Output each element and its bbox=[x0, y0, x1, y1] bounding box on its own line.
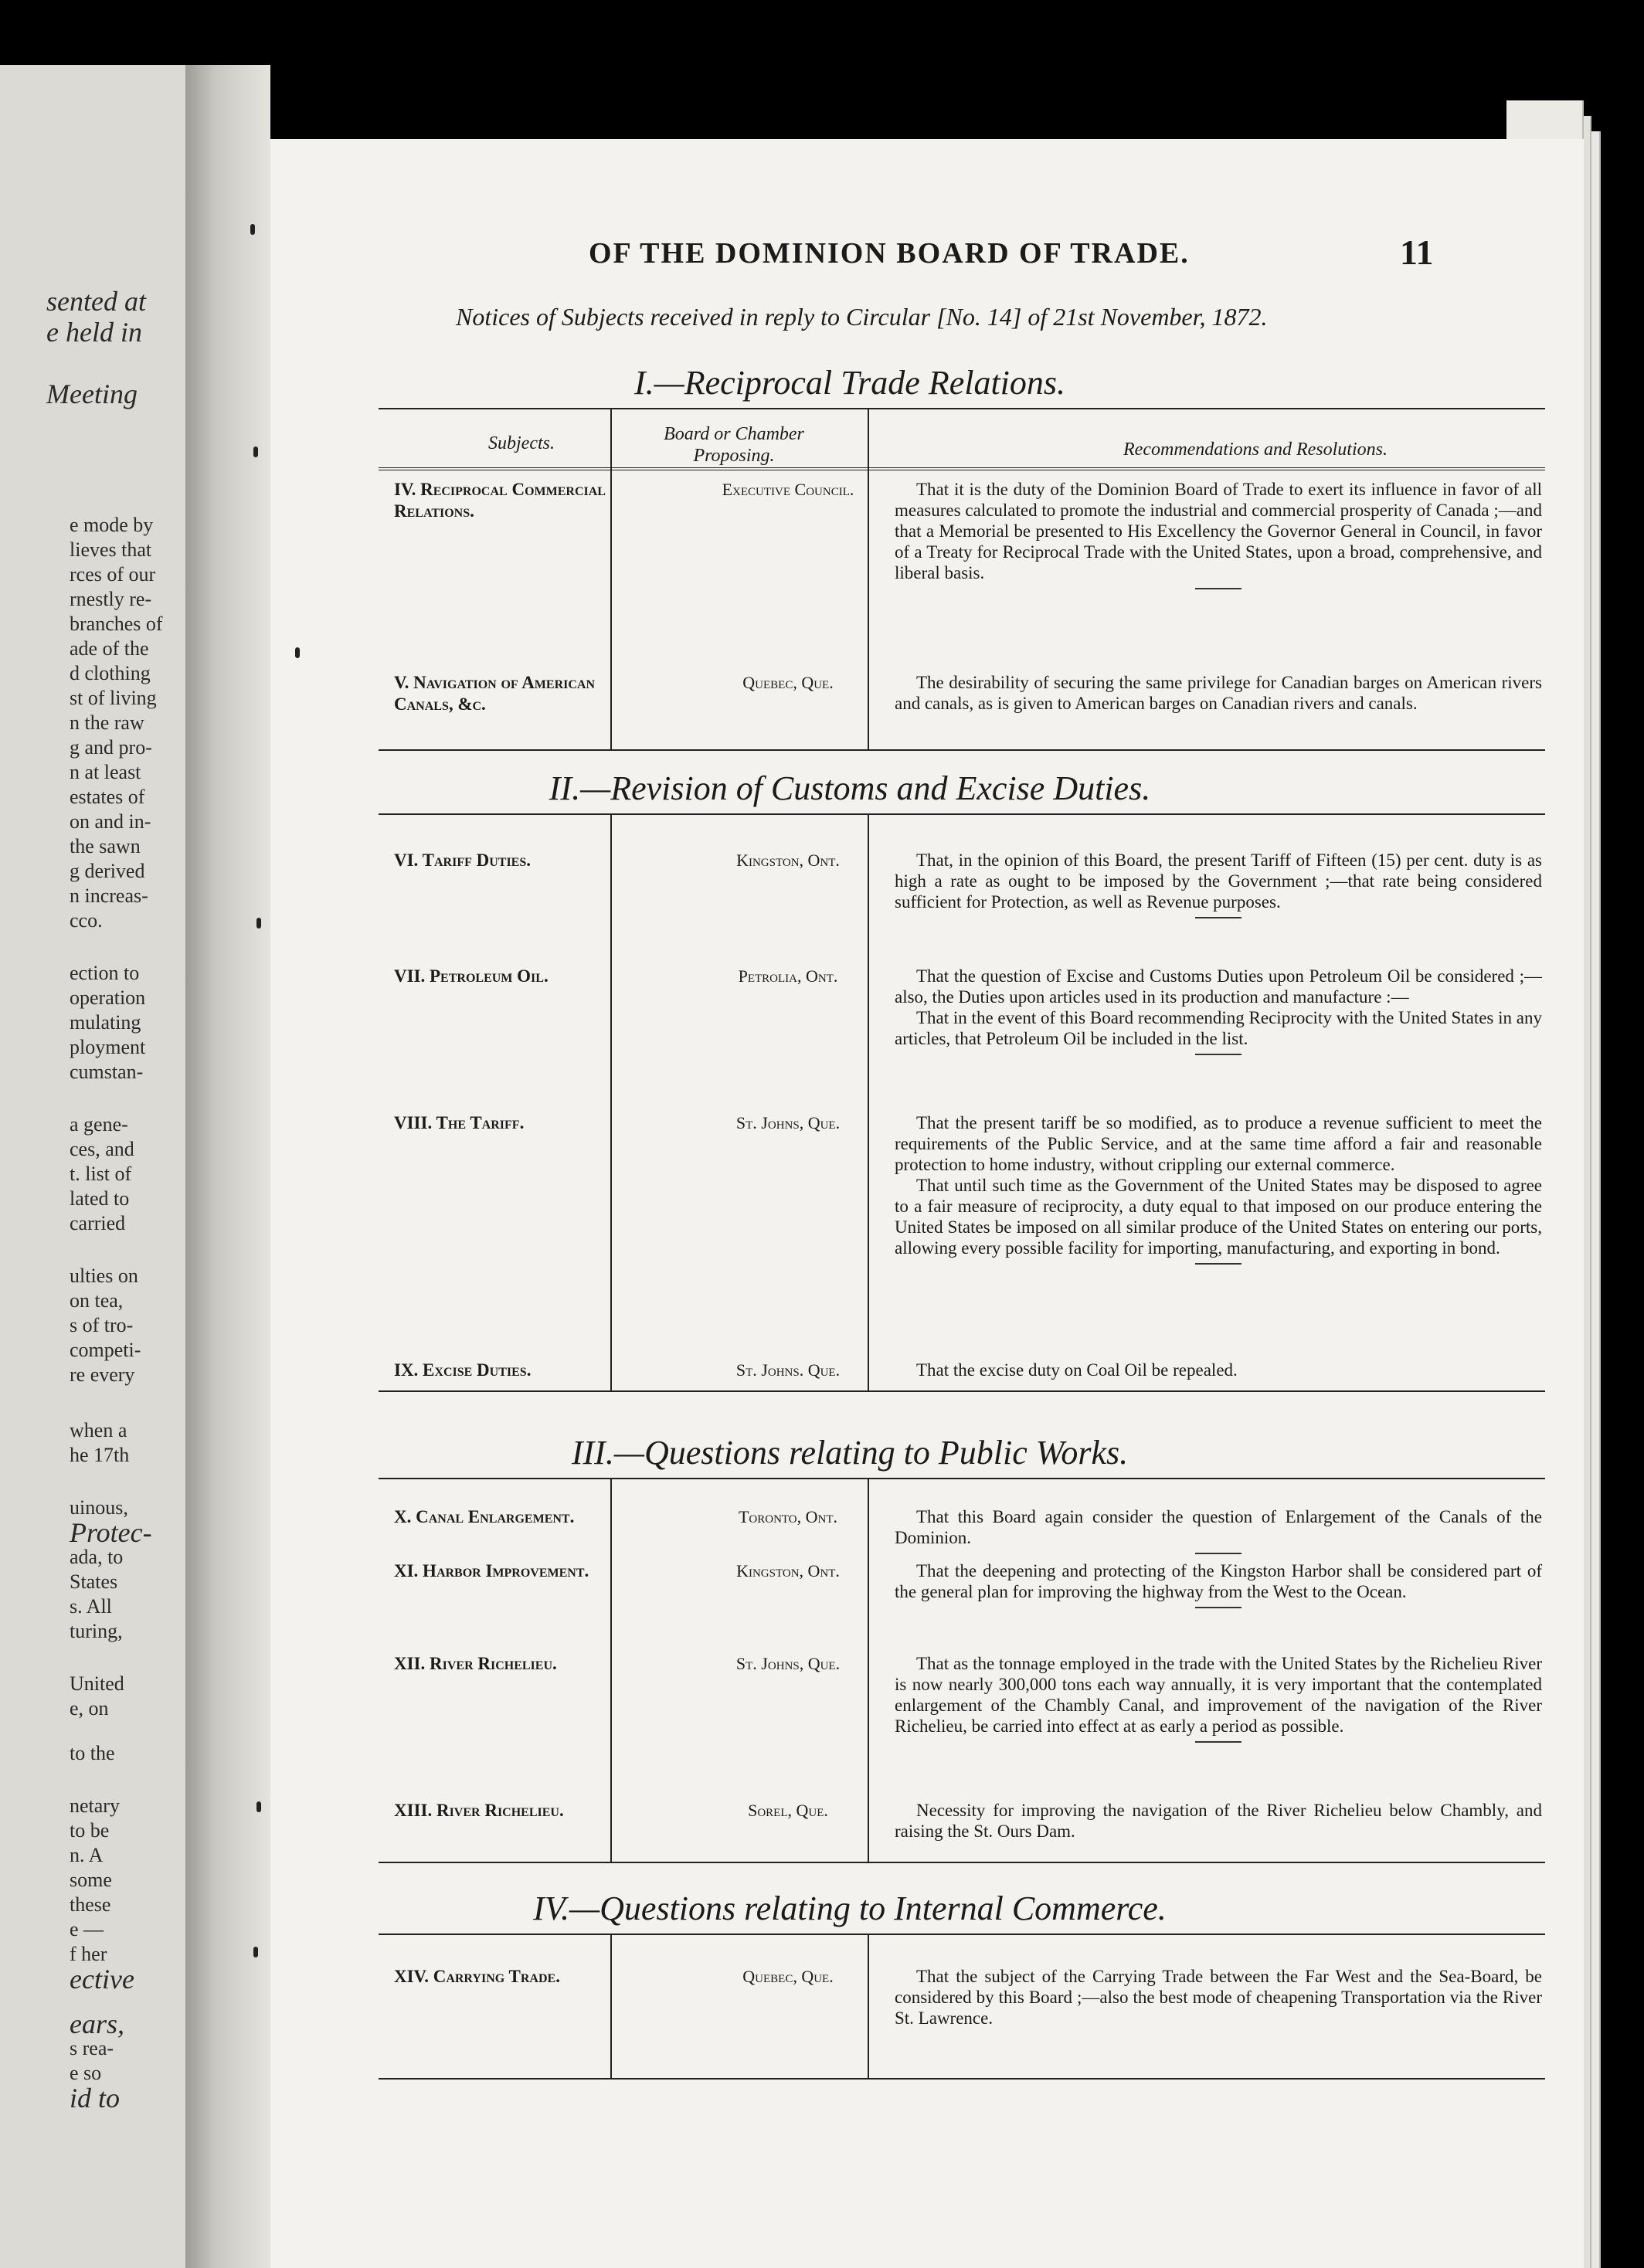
facing-page-text: n increas- bbox=[70, 884, 148, 907]
recommendation-paragraph: That until such time as the Government of the United States may be disposed to agree to a fair measure of reciprocity, a duty equal to that imposed on our produce entering the United States be imposed on all similar produce of the United States on entering our ports, allowing every possible facility for importing, manufacturing, and exporting in bond. bbox=[895, 1176, 1542, 1258]
facing-page-text: uinous, bbox=[70, 1496, 128, 1519]
row-recommendation bbox=[895, 1653, 1542, 1750]
facing-page-text: the sawn bbox=[70, 835, 141, 857]
facing-page-text: United bbox=[70, 1672, 124, 1695]
column-divider bbox=[610, 1935, 612, 2078]
facing-page-text: cco. bbox=[70, 909, 103, 932]
recommendation-paragraph: That the deepening and protecting of the Kingston Harbor shall be considered part of the general plan for improving the highway from the West to the Ocean. bbox=[895, 1561, 1542, 1601]
binding-mark bbox=[295, 647, 300, 658]
facing-page-text: g derived bbox=[70, 860, 145, 882]
facing-page-text: when a bbox=[70, 1419, 127, 1441]
row-recommendation bbox=[895, 1966, 1542, 2029]
binding-mark bbox=[253, 446, 258, 457]
section-end-rule bbox=[379, 749, 1545, 751]
recommendation-paragraph: That, in the opinion of this Board, the present Tariff of Fifteen (15) per cent. duty is as high a rate as ought to be imposed by the Government ;—that rate being considered sufficient for Protection, as well as Revenue purposes. bbox=[895, 850, 1542, 912]
facing-page-text: on and in- bbox=[70, 810, 151, 833]
row-recommendation bbox=[895, 479, 1542, 597]
row-board: Kingston, Ont. bbox=[736, 850, 840, 870]
facing-page-text: cumstan- bbox=[70, 1061, 144, 1083]
facing-page-text: re every bbox=[70, 1363, 135, 1386]
facing-page-text: to the bbox=[70, 1742, 115, 1764]
row-subject: VII. Petroleum Oil. bbox=[394, 966, 549, 986]
column-divider bbox=[610, 815, 612, 1390]
row-recommendation bbox=[895, 966, 1542, 1063]
section-title: II.—Revision of Customs and Excise Duties. bbox=[549, 769, 1151, 807]
column-divider bbox=[868, 1935, 869, 2078]
facing-page-text: rnestly re- bbox=[70, 588, 152, 610]
facing-page-text: turing, bbox=[70, 1620, 123, 1642]
facing-page-text: ective bbox=[70, 1964, 134, 1995]
facing-page-text: mulating bbox=[70, 1011, 141, 1034]
binding-mark bbox=[253, 1947, 258, 1957]
row-board: St. Johns, Que. bbox=[735, 1113, 841, 1132]
row-subject: XII. River Richelieu. bbox=[394, 1654, 557, 1673]
facing-page-text: ployment bbox=[70, 1036, 146, 1058]
row-board: Quebec, Que. bbox=[742, 1967, 834, 1986]
facing-page-text: e, on bbox=[70, 1697, 109, 1720]
facing-page-text: on tea, bbox=[70, 1289, 124, 1312]
row-subject: VI. Tariff Duties. bbox=[394, 850, 532, 870]
row-board: Quebec, Que. bbox=[742, 673, 834, 692]
facing-page-text: competi- bbox=[70, 1339, 141, 1361]
row-recommendation bbox=[895, 672, 1542, 714]
recommendation-paragraph: Necessity for improving the navigation of the River Richelieu below Chambly, and raising the St. Ours Dam. bbox=[895, 1801, 1542, 1841]
facing-page-text: s rea- bbox=[70, 2037, 114, 2059]
column-divider bbox=[868, 815, 869, 1390]
recommendation-paragraph: That as the tonnage employed in the trade with the United States by the Richelieu River is now nearly 300,000 tons each way annually, it is very important that the contemplated enlargement of the Chambly Canal, and improvement of the navigation of the River Richelieu, be carried into effect at as early a period as possible. bbox=[895, 1654, 1542, 1736]
facing-page-text: netary bbox=[70, 1794, 120, 1817]
row-recommendation bbox=[895, 1800, 1542, 1842]
running-title: OF THE DOMINION BOARD OF TRADE. bbox=[589, 237, 1190, 270]
facing-page-text: ade of the bbox=[70, 637, 149, 660]
facing-page-text: States bbox=[70, 1570, 118, 1593]
facing-page-text: e — bbox=[70, 1918, 104, 1940]
column-divider bbox=[868, 409, 869, 749]
facing-page-text: n. A bbox=[70, 1844, 104, 1866]
section-end-rule bbox=[379, 1390, 1545, 1392]
section-title: IV.—Questions relating to Internal Commerce. bbox=[533, 1889, 1167, 1927]
row-subject: IV. Reciprocal Commercial Relations. bbox=[394, 480, 606, 521]
entry-separator bbox=[1195, 1263, 1241, 1265]
facing-page-text: some bbox=[70, 1869, 112, 1891]
facing-page-text: sented at bbox=[46, 286, 146, 317]
facing-page-text: e mode by bbox=[70, 514, 154, 536]
row-board: St. Johns, Que. bbox=[735, 1654, 841, 1673]
facing-page-text: operation bbox=[70, 986, 146, 1009]
facing-page-text: estates of bbox=[70, 786, 145, 808]
row-board: Executive Council. bbox=[722, 480, 854, 499]
row-recommendation bbox=[895, 1506, 1542, 1562]
facing-page-text: e held in bbox=[46, 317, 142, 348]
notices-line: Notices of Subjects received in reply to Circular [No. 14] of 21st November, 1872. bbox=[456, 303, 1268, 331]
binding-mark bbox=[256, 918, 261, 929]
row-board: Kingston, Ont. bbox=[736, 1561, 840, 1580]
facing-page-text: these bbox=[70, 1893, 111, 1916]
row-subject: IX. Excise Duties. bbox=[394, 1360, 532, 1380]
row-board: Toronto, Ont. bbox=[738, 1507, 838, 1526]
section-title: I.—Reciprocal Trade Relations. bbox=[633, 364, 1066, 402]
section-rule bbox=[379, 408, 1545, 409]
facing-page-text: Protec- bbox=[70, 1517, 152, 1548]
recommendation-paragraph: The desirability of securing the same privilege for Canadian barges on American rivers and canals, as is given to American barges on Canadian rivers and canals. bbox=[895, 673, 1542, 713]
header-rule bbox=[379, 467, 1545, 472]
facing-page-text: ection to bbox=[70, 962, 140, 984]
recommendation-paragraph: That the question of Excise and Customs Duties upon Petroleum Oil be considered ;—also, the Duties upon articles used in its production and manufacture :— bbox=[895, 966, 1542, 1007]
section-rule bbox=[379, 813, 1545, 815]
row-subject: V. Navigation of American Canals, &c. bbox=[394, 673, 596, 714]
entry-separator bbox=[1195, 1741, 1241, 1743]
row-board: St. Johns. Que. bbox=[735, 1360, 841, 1380]
facing-page-text: n at least bbox=[70, 761, 141, 783]
facing-page-text: f her bbox=[70, 1943, 107, 1965]
column-header-recommendations: Recommendations and Resolutions. bbox=[1123, 440, 1388, 460]
facing-page-text: he 17th bbox=[70, 1444, 130, 1466]
facing-page-text: st of living bbox=[70, 687, 157, 709]
facing-page-text: Meeting bbox=[46, 379, 138, 409]
facing-page-text: ulties on bbox=[70, 1265, 138, 1287]
book-gutter bbox=[185, 65, 270, 2268]
facing-page-text: g and pro- bbox=[70, 736, 152, 759]
recommendation-paragraph: That the subject of the Carrying Trade between the Far West and the Sea-Board, be considered by this Board ;—also the best mode of cheapening Transportation via the River St. Lawrence. bbox=[895, 1967, 1542, 2028]
page-number: 11 bbox=[1400, 233, 1434, 272]
entry-separator bbox=[1195, 1553, 1241, 1554]
facing-page-text: t. list of bbox=[70, 1163, 132, 1185]
facing-page-text: s. All bbox=[70, 1595, 112, 1618]
recommendation-paragraph: That in the event of this Board recommending Reciprocity with the United States in any articles, that Petroleum Oil be included in the list. bbox=[895, 1008, 1542, 1048]
row-subject: XI. Harbor Improvement. bbox=[394, 1561, 589, 1580]
facing-page-text: rces of our bbox=[70, 563, 156, 586]
facing-page-text: branches of bbox=[70, 613, 163, 635]
recommendation-paragraph: That the excise duty on Coal Oil be repealed. bbox=[916, 1360, 1238, 1380]
entry-separator bbox=[1195, 588, 1241, 589]
facing-page-text: lated to bbox=[70, 1187, 130, 1210]
facing-page-text: n the raw bbox=[70, 711, 144, 734]
section-end-rule bbox=[379, 2078, 1545, 2080]
row-board: Petrolia, Ont. bbox=[738, 966, 838, 986]
row-recommendation bbox=[895, 1360, 1542, 1380]
row-board: Sorel, Que. bbox=[748, 1801, 828, 1820]
column-header-subjects: Subjects. bbox=[488, 433, 555, 453]
recommendation-paragraph: That it is the duty of the Dominion Board of Trade to exert its influence in favor of all measures calculated to promote the industrial and commercial prosperity of Canada ;—and that a Memorial be presented to His Excellency the Governor General in Council, in favor of a Treaty for Reciprocal Trade with the United States, upon a broad, comprehensive, and liberal basis. bbox=[895, 480, 1542, 582]
facing-page-text: ada, to bbox=[70, 1546, 124, 1568]
facing-page-text: lieves that bbox=[70, 538, 152, 561]
recommendation-paragraph: That the present tariff be so modified, as to produce a revenue sufficient to meet the requirements of the Public Service, and at the same time afford a fair and reasonable protection to home industry, without crippling our external commerce. bbox=[895, 1113, 1542, 1174]
facing-page-text: s of tro- bbox=[70, 1314, 134, 1336]
row-subject: VIII. The Tariff. bbox=[394, 1113, 525, 1132]
row-subject: X. Canal Enlargement. bbox=[394, 1507, 575, 1526]
facing-page-text: a gene- bbox=[70, 1113, 128, 1136]
binding-mark bbox=[250, 224, 255, 235]
document-page bbox=[270, 139, 1584, 2268]
facing-page bbox=[0, 65, 185, 2268]
facing-page-text: ears, bbox=[70, 2008, 124, 2039]
section-rule bbox=[379, 1478, 1545, 1479]
facing-page-text: carried bbox=[70, 1212, 126, 1234]
facing-page-text: e so bbox=[70, 2062, 102, 2084]
entry-separator bbox=[1195, 1054, 1241, 1055]
section-rule bbox=[379, 1934, 1545, 1935]
facing-page-text: id to bbox=[70, 2083, 121, 2114]
facing-page-text: to be bbox=[70, 1819, 110, 1842]
column-header-board: Board or Chamber Proposing. bbox=[664, 424, 804, 466]
recommendation-paragraph: That this Board again consider the question of Enlargement of the Canals of the Dominion. bbox=[895, 1507, 1542, 1547]
row-recommendation bbox=[895, 1112, 1542, 1272]
binding-mark bbox=[256, 1801, 261, 1812]
entry-separator bbox=[1195, 917, 1241, 918]
entry-separator bbox=[1195, 1607, 1241, 1608]
section-title: III.—Questions relating to Public Works. bbox=[571, 1434, 1129, 1472]
facing-page-text: ces, and bbox=[70, 1138, 134, 1160]
facing-page-text: d clothing bbox=[70, 662, 151, 684]
row-recommendation bbox=[895, 1560, 1542, 1616]
running-header bbox=[270, 232, 1584, 278]
row-subject: XIII. River Richelieu. bbox=[394, 1801, 564, 1820]
row-subject: XIV. Carrying Trade. bbox=[394, 1967, 560, 1986]
section-end-rule bbox=[379, 1862, 1545, 1863]
row-recommendation bbox=[895, 850, 1542, 926]
